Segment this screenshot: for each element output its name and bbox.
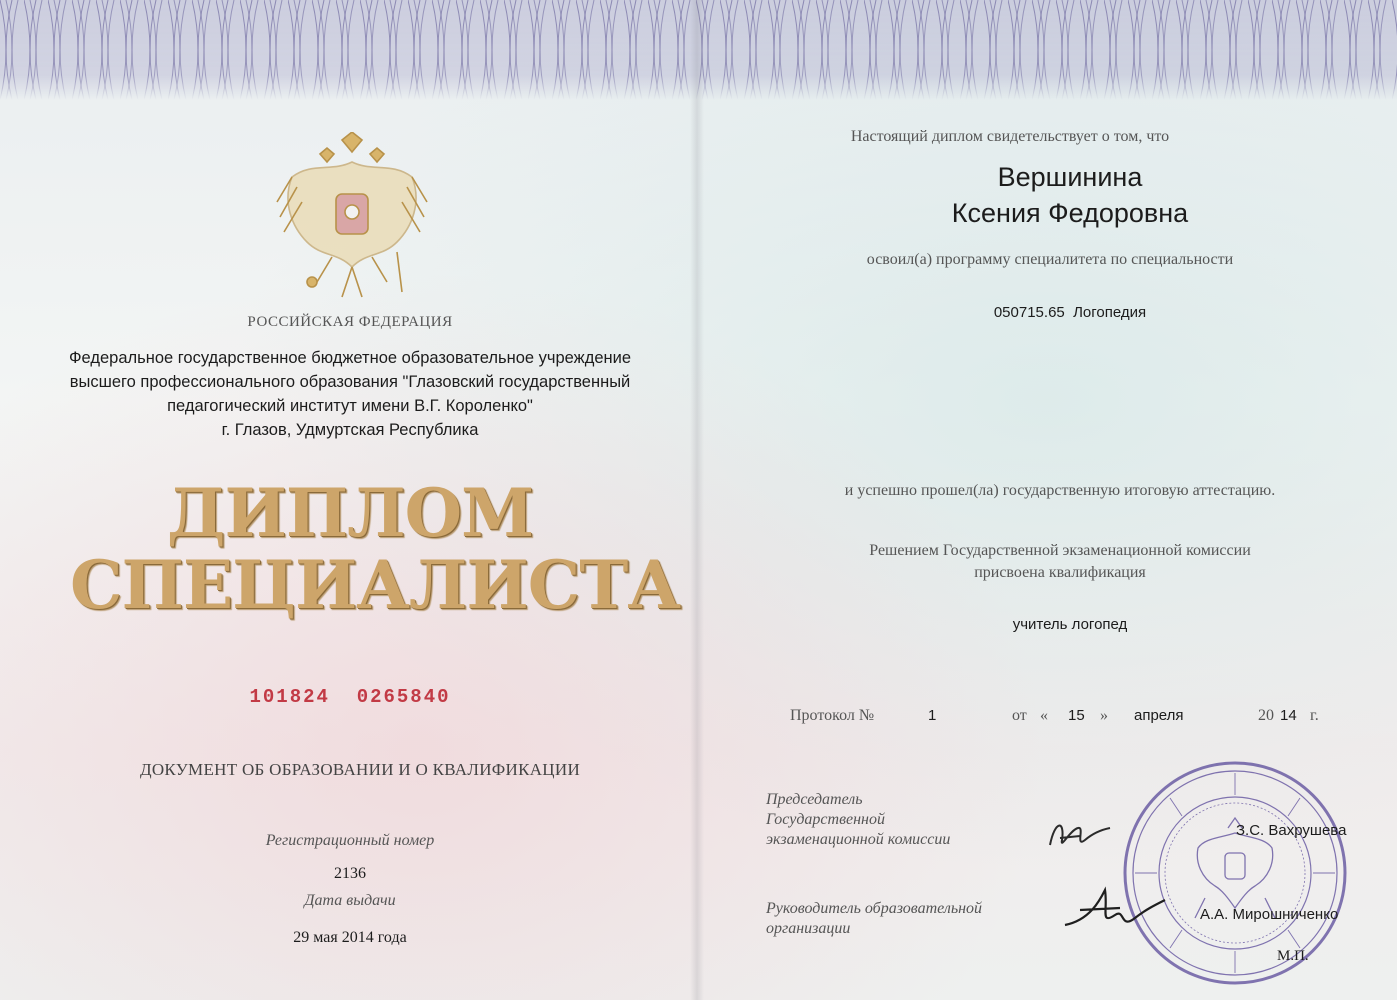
attestation-text: и успешно прошел(ла) государственную итоговую аттестацию. [844,482,1276,499]
decision-line: Решением Государственной экзаменационной комиссии [869,542,1251,559]
qualification: учитель логопед [1012,616,1128,633]
protocol-label: Протокол № [790,707,875,724]
issue-date: 29 мая 2014 года [293,929,407,946]
head-signature-icon [1060,880,1170,940]
diploma-title-line2: СПЕЦИАЛИСТА [70,546,681,624]
decision-text [760,540,1360,584]
institution-line: педагогический институт имени В.Г. Короленко" [167,397,533,415]
intro-text: Настоящий диплом свидетельствует о том, что [850,128,1170,145]
protocol-number: 1 [928,707,937,724]
institution-city: г. Глазов, Удмуртская Республика [221,421,479,439]
head-name: А.А. Мирошниченко [1200,906,1339,923]
specialty: 050715.65 Логопедия [993,304,1147,321]
protocol-year-unit: г. [1310,707,1319,724]
serial-number: 101824 0265840 [249,686,451,708]
organization-head-label [766,899,1056,939]
protocol-day: 15 [1068,707,1085,724]
registration-label: Регистрационный номер [265,832,435,849]
institution-name [30,346,670,442]
graduate-surname: Вершинина [997,162,1143,192]
document-type: ДОКУМЕНТ ОБ ОБРАЗОВАНИИ И О КВАЛИФИКАЦИИ [139,760,581,779]
coat-of-arms-icon [272,132,432,302]
protocol-month: апреля [1134,707,1184,724]
protocol-from-label: от [1012,707,1027,724]
protocol-year-prefix: 20 [1258,707,1274,724]
program-text: освоил(а) программу специалитета по специальности [866,251,1234,268]
official-seal-icon [1110,758,1360,988]
quote-open: « [1040,707,1048,724]
institution-line: Федеральное государственное бюджетное образовательное учреждение [68,349,632,367]
registration-number: 2136 [334,865,366,882]
institution-line: высшего профессионального образования "Глазовский государственный [69,373,631,391]
graduate-given-names: Ксения Федоровна [951,198,1189,228]
chair-label-line: Государственной [766,811,885,828]
chair-signature-icon [1040,810,1120,860]
stamp-place-label: М.П. [1277,948,1309,964]
country-label: РОССИЙСКАЯ ФЕДЕРАЦИЯ [247,314,453,330]
page-fold [690,0,704,1000]
chair-label-line: Председатель [766,791,863,808]
diploma-title-line1: ДИПЛОМ [166,474,534,552]
chair-label-line: экзаменационной комиссии [766,831,951,848]
protocol-year-suffix: 14 [1280,707,1297,724]
commission-chair-label [766,790,1016,850]
head-label-line: организации [766,920,851,937]
chair-name: З.С. Вахрушева [1236,822,1347,839]
quote-close: » [1100,707,1108,724]
decision-line: присвоена квалификация [974,564,1146,581]
issue-date-label: Дата выдачи [304,892,396,909]
head-label-line: Руководитель образовательной [766,900,983,917]
